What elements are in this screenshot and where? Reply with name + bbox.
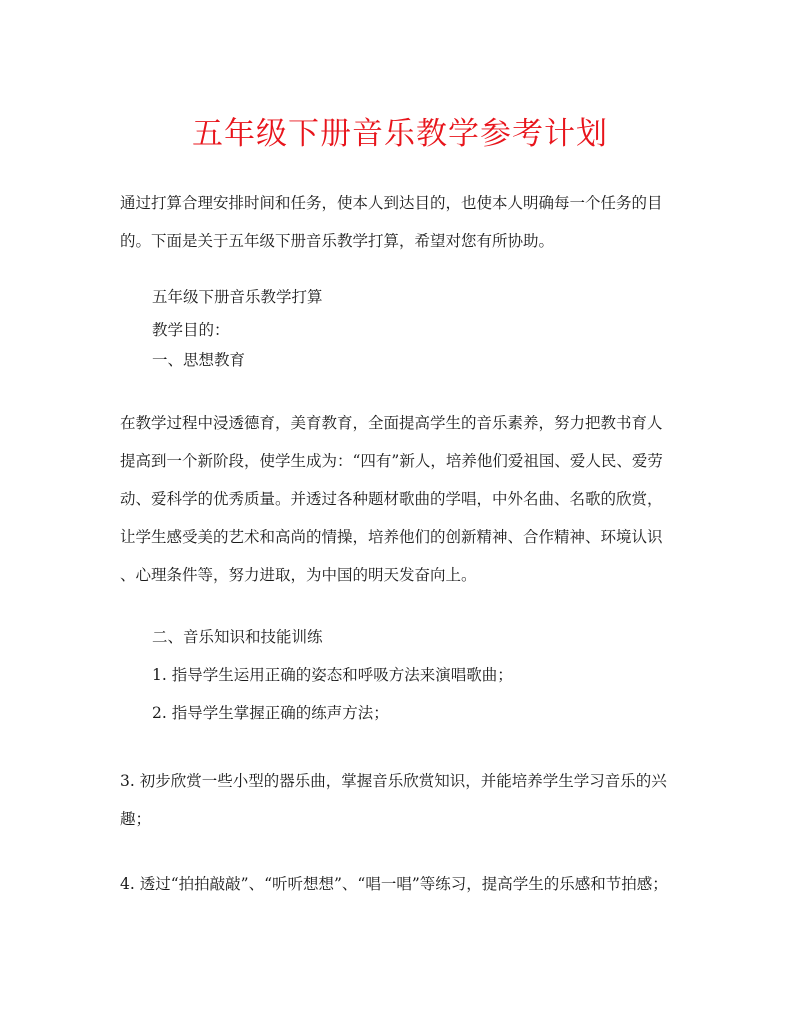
list-item-3-line-2: 趣； xyxy=(120,810,152,828)
list-item-2: 2. 指导学生掌握正确的练声方法； xyxy=(152,704,389,722)
list-item-4: 4. 透过“拍拍敲敲”、“听听想想”、“唱一唱”等练习，提高学生的乐感和节拍感； xyxy=(120,875,668,893)
section-1-line-1: 在教学过程中浸透德育，美育教育，全面提高学生的音乐素养，努力把教书育人 xyxy=(120,414,663,432)
section-1-line-5: 、心理条件等，努力进取，为中国的明天发奋向上。 xyxy=(120,566,477,584)
intro-paragraph xyxy=(120,184,680,260)
section-1-line-3: 动、爱科学的优秀质量。并透过各种题材歌曲的学唱，中外名曲、名歌的欣赏， xyxy=(120,490,663,508)
intro-line-2: 的。下面是关于五年级下册音乐教学打算，希望对您有所协助。 xyxy=(120,232,555,250)
section-1-line-2: 提高到一个新阶段，使学生成为：“四有”新人，培养他们爱祖国、爱人民、爱劳 xyxy=(120,452,663,470)
list-item-3 xyxy=(120,762,680,838)
section-2-heading: 二、音乐知识和技能训练 xyxy=(152,628,323,646)
document-title: 五年级下册音乐教学参考计划 xyxy=(192,116,608,152)
list-item-3-line-1: 3. 初步欣赏一些小型的器乐曲，掌握音乐欣赏知识，并能培养学生学习音乐的兴 xyxy=(120,772,667,790)
section-1-heading: 一、思想教育 xyxy=(152,351,246,369)
plan-title: 五年级下册音乐教学打算 xyxy=(152,288,323,306)
list-item-1: 1. 指导学生运用正确的姿态和呼吸方法来演唱歌曲； xyxy=(152,666,513,684)
section-1-line-4: 让学生感受美的艺术和高尚的情操，培养他们的创新精神、合作精神、环境认识 xyxy=(120,528,663,546)
goal-label: 教学目的： xyxy=(152,321,230,339)
section-1-body xyxy=(120,404,680,594)
intro-line-1: 通过打算合理安排时间和任务，使本人到达目的，也使本人明确每一个任务的目 xyxy=(120,194,663,212)
